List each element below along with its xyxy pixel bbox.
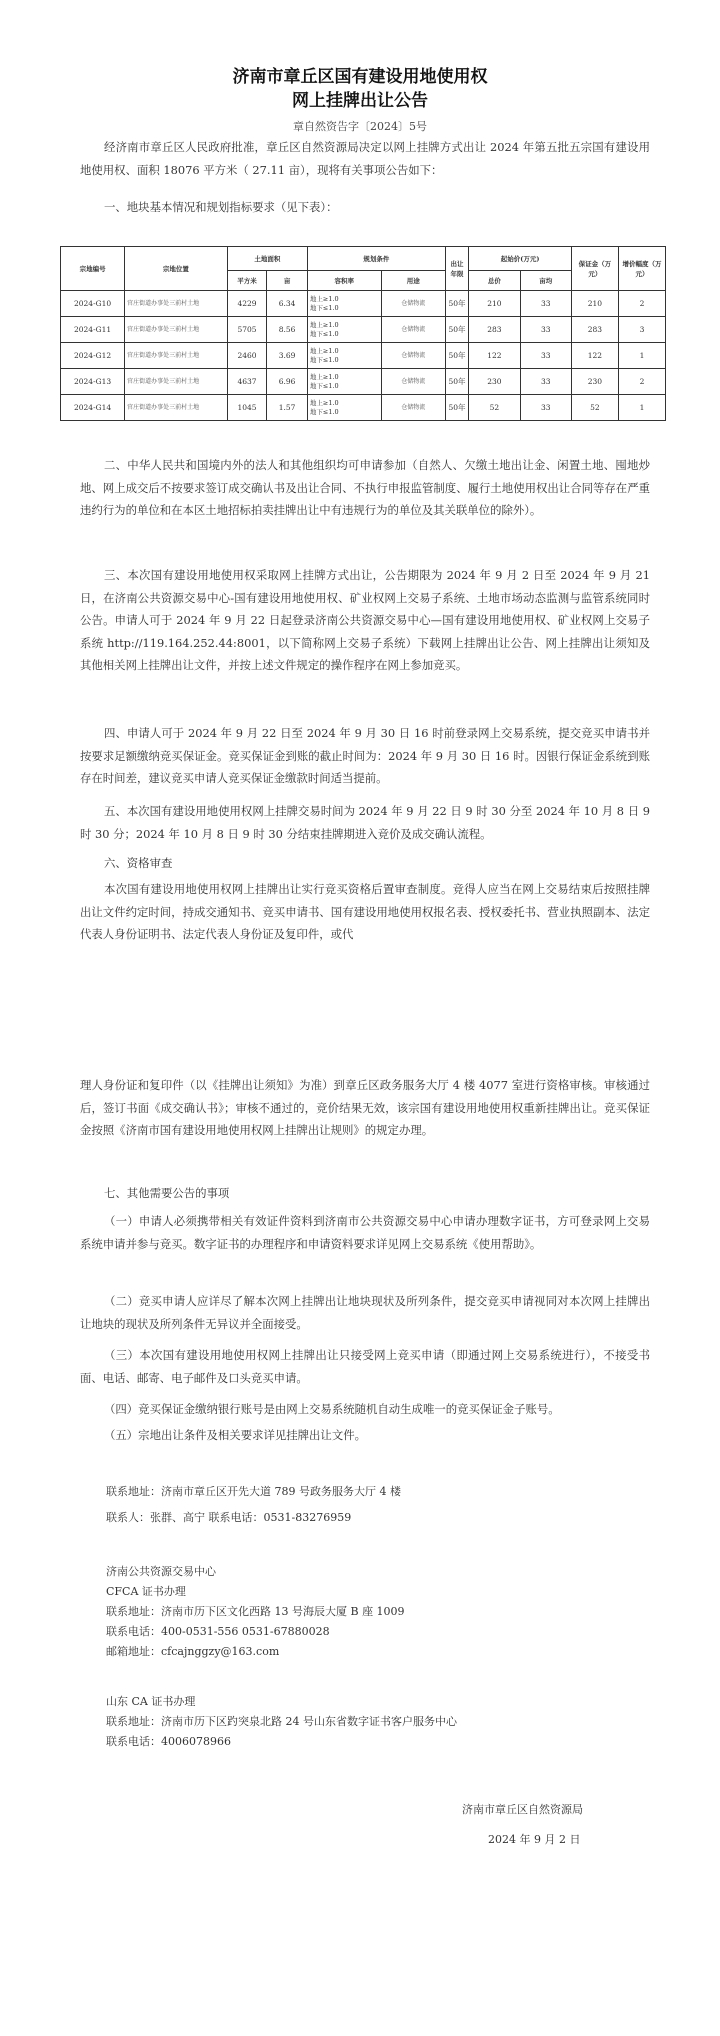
section-1-heading: 一、地块基本情况和规划指标要求（见下表）： — [104, 200, 338, 214]
cell-total: 122 — [469, 343, 520, 369]
sdca-title: 山东 CA 证书办理 — [106, 1695, 196, 1708]
cell-mu: 1.57 — [267, 395, 308, 421]
header-increment: 增价幅度（万元） — [618, 247, 665, 291]
sdca-phone: 联系电话：4006078966 — [106, 1735, 231, 1748]
item-7-4-bank-account: （四）竞买保证金缴纳银行账号是由网上交易系统随机自动生成唯一的竞买保证金子账号。 — [104, 1402, 560, 1416]
cell-far: 地上≥1.0 地下≤1.0 — [307, 369, 381, 395]
cell-mu: 6.96 — [267, 369, 308, 395]
cell-total: 210 — [469, 291, 520, 317]
cell-per-mu: 33 — [520, 291, 571, 317]
header-total: 总价 — [469, 271, 520, 291]
cell-mu: 6.34 — [267, 291, 308, 317]
header-mu: 亩 — [267, 271, 308, 291]
cell-deposit: 52 — [571, 395, 618, 421]
cell-deposit: 283 — [571, 317, 618, 343]
cell-increment: 2 — [618, 291, 665, 317]
cfca-title: CFCA 证书办理 — [106, 1585, 186, 1598]
cell-mu: 3.69 — [267, 343, 308, 369]
intro-paragraph: 经济南市章丘区人民政府批准，章丘区自然资源局决定以网上挂牌方式出让 2024 年第五批五宗国有建设用地使用权、面积 18076 平方米（ 27.11 亩），现将有关事项公告如下： — [80, 140, 650, 177]
cell-mu: 8.56 — [267, 317, 308, 343]
contact-address: 联系地址：济南市章丘区开先大道 789 号政务服务大厅 4 楼 — [106, 1485, 401, 1498]
paragraph-6-qualification-part1: 本次国有建设用地使用权网上挂牌出让实行竞买资格后置审查制度。竞得人应当在网上交易结束后按照挂牌出让文件约定时间，持成交通知书、竞买申请书、国有建设用地使用权报名表、授权委托书、营业执照副本、法定代表人身份证明书、法定代表人身份证及复印件，或代 — [80, 882, 650, 941]
paragraph-5-trading-time: 五、本次国有建设用地使用权网上挂牌交易时间为 2024 年 9 月 22 日 9 时 30 分至 2024 年 10 月 8 日 9 时 30 分；2024 年 10 月 8 日 9 时 30 分结束挂牌期进入竞价及成交确认流程。 — [80, 804, 650, 841]
contact-person: 联系人：张群、高宁 联系电话：0531-83276959 — [106, 1511, 352, 1524]
table-row — [61, 343, 666, 369]
cell-per-mu: 33 — [520, 395, 571, 421]
cell-parcel-no: 2024-G12 — [61, 343, 125, 369]
cfca-address: 联系地址：济南市历下区文化西路 13 号海辰大厦 B 座 1009 — [106, 1605, 405, 1618]
cell-increment: 1 — [618, 343, 665, 369]
item-7-3-online-only: （三）本次国有建设用地使用权网上挂牌出让只接受网上竞买申请（即通过网上交易系统进行），不接受书面、电话、邮寄、电子邮件及口头竞买申请。 — [80, 1348, 650, 1385]
page-title: 济南市章丘区国有建设用地使用权 — [232, 67, 488, 87]
cell-far: 地上≥1.0 地下≤1.0 — [307, 317, 381, 343]
item-7-2-site-conditions: （二）竞买申请人应详尽了解本次网上挂牌出让地块现状及所列条件，提交竞买申请视同对本次网上挂牌出让地块的现状及所列条件无异议并全面接受。 — [80, 1294, 650, 1331]
cell-parcel-no: 2024-G11 — [61, 317, 125, 343]
cell-location: 官庄街道办事处三前村土地 — [125, 343, 228, 369]
cell-far: 地上≥1.0 地下≤1.0 — [307, 395, 381, 421]
header-location: 宗地位置 — [125, 247, 228, 291]
cell-total: 283 — [469, 317, 520, 343]
paragraph-6-qualification-part2: 理人身份证和复印件（以《挂牌出让须知》为准）到章丘区政务服务大厅 4 楼 4077 室进行资格审核。审核通过后，签订书面《成交确认书》；审核不通过的，竞价结果无效，该宗国有建设用地使用权重新挂牌出让。竞买保证金按照《济南市国有建设用地使用权网上挂牌出让规则》的规定办理。 — [80, 1078, 650, 1137]
cell-sqm: 4637 — [227, 369, 267, 395]
paragraph-2-eligibility: 二、中华人民共和国境内外的法人和其他组织均可申请参加（自然人、欠缴土地出让金、闲置土地、囤地炒地、网上成交后不按要求签订成交确认书及出让合同、不执行申报监管制度、履行土地使用权出让合同等存在严重违约行为的单位和在本区土地招标拍卖挂牌出让中有违规行为的单位及其关联单位的除外）。 — [80, 458, 650, 517]
cell-per-mu: 33 — [520, 343, 571, 369]
land-parcel-table — [60, 246, 666, 421]
cell-location: 官庄街道办事处三前村土地 — [125, 395, 228, 421]
section-7-heading: 七、其他需要公告的事项 — [104, 1186, 230, 1200]
cell-use: 仓储物流 — [381, 369, 445, 395]
cell-total: 52 — [469, 395, 520, 421]
cell-per-mu: 33 — [520, 317, 571, 343]
cell-parcel-no: 2024-G10 — [61, 291, 125, 317]
cell-deposit: 122 — [571, 343, 618, 369]
cell-term: 50年 — [445, 395, 469, 421]
cell-per-mu: 33 — [520, 369, 571, 395]
issuer: 济南市章丘区自然资源局 — [462, 1803, 583, 1816]
header-deposit: 保证金（万元） — [571, 247, 618, 291]
cell-location: 官庄街道办事处三前村土地 — [125, 291, 228, 317]
cell-sqm: 1045 — [227, 395, 267, 421]
header-use: 用途 — [381, 271, 445, 291]
cell-use: 仓储物流 — [381, 291, 445, 317]
table-row — [61, 369, 666, 395]
cell-sqm: 4229 — [227, 291, 267, 317]
cell-deposit: 230 — [571, 369, 618, 395]
header-start-price: 起始价(万元) — [469, 247, 572, 271]
cell-use: 仓储物流 — [381, 343, 445, 369]
header-far: 容积率 — [307, 271, 381, 291]
cfca-phone: 联系电话：400-0531-556 0531-67880028 — [106, 1625, 330, 1638]
cell-increment: 1 — [618, 395, 665, 421]
center-name: 济南公共资源交易中心 — [106, 1565, 216, 1578]
cell-sqm: 2460 — [227, 343, 267, 369]
cell-far: 地上≥1.0 地下≤1.0 — [307, 291, 381, 317]
cell-use: 仓储物流 — [381, 395, 445, 421]
cell-term: 50年 — [445, 317, 469, 343]
cell-parcel-no: 2024-G14 — [61, 395, 125, 421]
header-planning: 规划条件 — [307, 247, 445, 271]
cell-use: 仓储物流 — [381, 317, 445, 343]
cell-increment: 2 — [618, 369, 665, 395]
cell-total: 230 — [469, 369, 520, 395]
table-row — [61, 317, 666, 343]
paragraph-4-deposit: 四、申请人可于 2024 年 9 月 22 日至 2024 年 9 月 30 日 16 时前登录网上交易系统，提交竞买申请书并按要求足额缴纳竞买保证金。竞买保证金到账的截止时间为：2024 年 9 月 30 日 16 时。因银行保证金系统到账存在时间差，建议竞买申请人竞买保证金缴款时间适当提前。 — [80, 726, 650, 785]
section-6-heading: 六、资格审查 — [104, 856, 173, 870]
header-term: 出让年限 — [445, 247, 469, 291]
cell-location: 官庄街道办事处三前村土地 — [125, 317, 228, 343]
item-7-1-certificate: （一）申请人必须携带相关有效证件资料到济南市公共资源交易中心申请办理数字证书，方可登录网上交易系统申请并参与竞买。数字证书的办理程序和申请资料要求详见网上交易系统《使用帮助》。 — [80, 1214, 650, 1251]
page-subtitle: 网上挂牌出让公告 — [292, 91, 428, 111]
cell-term: 50年 — [445, 291, 469, 317]
cell-location: 官庄街道办事处三前村土地 — [125, 369, 228, 395]
cell-increment: 3 — [618, 317, 665, 343]
header-per-mu: 亩均 — [520, 271, 571, 291]
cell-far: 地上≥1.0 地下≤1.0 — [307, 343, 381, 369]
cell-sqm: 5705 — [227, 317, 267, 343]
cfca-email: 邮箱地址：cfcajnggzy@163.com — [106, 1645, 280, 1658]
cell-term: 50年 — [445, 369, 469, 395]
cell-parcel-no: 2024-G13 — [61, 369, 125, 395]
doc-number: 章自然资告字〔2024〕5号 — [293, 120, 427, 133]
header-land-area: 土地面积 — [227, 247, 307, 271]
table-row — [61, 395, 666, 421]
sdca-address: 联系地址：济南市历下区趵突泉北路 24 号山东省数字证书客户服务中心 — [106, 1715, 457, 1728]
paragraph-3-announcement: 三、本次国有建设用地使用权采取网上挂牌方式出让，公告期限为 2024 年 9 月 2 日至 2024 年 9 月 21 日，在济南公共资源交易中心-国有建设用地使用权、矿业权网上交易子系统、土地市场动态监测与监管系统同时公告。申请人可于 2024 年 9 月 22 日起登录济南公共资源交易中心—国有建设用地使用权、矿业权网上交易子系统 http://119.164.252.44:8001，以下简称网上交易子系统）下载网上挂牌出让公告、网上挂牌出让须知及其他相关网上挂牌出让文件，并按上述文件规定的操作程序在网上参加竞买。 — [80, 568, 650, 672]
cell-term: 50年 — [445, 343, 469, 369]
cell-deposit: 210 — [571, 291, 618, 317]
header-sqm: 平方米 — [227, 271, 267, 291]
table-row — [61, 291, 666, 317]
header-parcel-no: 宗地编号 — [61, 247, 125, 291]
issue-date: 2024 年 9 月 2 日 — [488, 1833, 581, 1846]
item-7-5-conditions: （五）宗地出让条件及相关要求详见挂牌出让文件。 — [104, 1428, 366, 1442]
